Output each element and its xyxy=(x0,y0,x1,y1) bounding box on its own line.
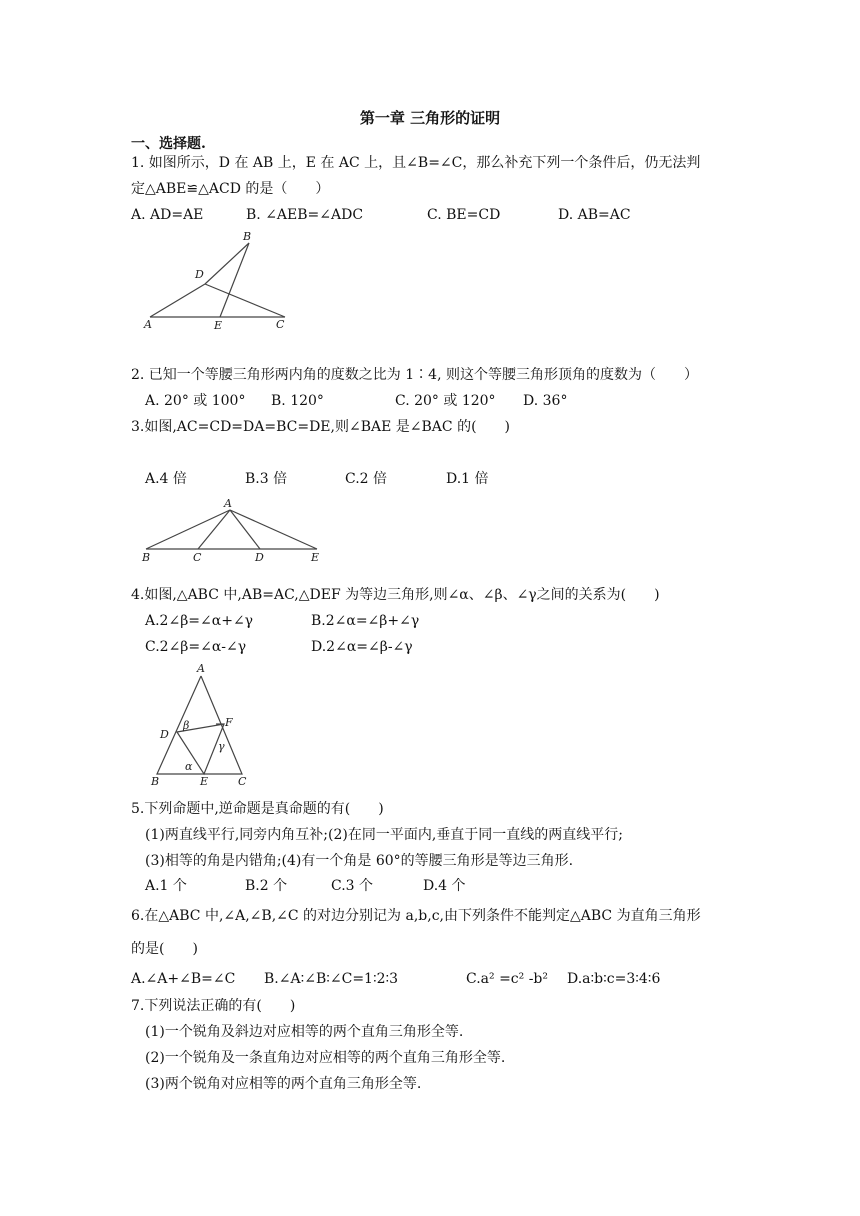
q5-option-d: D.4 个 xyxy=(423,878,466,894)
q3-label-c: C xyxy=(193,551,202,564)
q1-segment-db xyxy=(205,243,249,284)
q4-label-c: C xyxy=(238,775,247,788)
q1-option-d: D. AB=AC xyxy=(558,207,631,223)
q1-option-b: B. ∠AEB=∠ADC xyxy=(246,207,364,223)
q3-option-d: D.1 倍 xyxy=(446,471,489,487)
q4-stem: 4.如图,△ABC 中,AB=AC,△DEF 为等边三角形,则∠α、∠β、∠γ之间的关系为( ) xyxy=(131,587,660,603)
q1-stem-line2: 定△ABE≌△ACD 的是（ ） xyxy=(131,181,330,197)
q3-triangle-figure xyxy=(138,496,328,566)
q1-stem-line1: 1. 如图所示，D 在 AB 上，E 在 AC 上，且∠B=∠C，那么补充下列一个条件后，仍无法判 xyxy=(131,155,701,171)
q4-label-alpha: α xyxy=(185,760,193,773)
q1-label-a: A xyxy=(144,318,152,331)
q5-stem: 5.下列命题中,逆命题是真命题的有( ) xyxy=(131,801,384,817)
q4-label-b: B xyxy=(151,775,160,788)
q1-label-b: B xyxy=(243,230,252,243)
q4-label-f: F xyxy=(225,716,233,729)
q6-option-a: A.∠A+∠B=∠C xyxy=(131,971,236,987)
q3-label-a: A xyxy=(224,497,232,510)
q2-option-d: D. 36° xyxy=(523,393,568,409)
q3-option-b: B.3 倍 xyxy=(245,471,288,487)
q6-option-c: C.a² =c² -b² xyxy=(466,971,549,987)
q4-option-d: D.2∠α=∠β-∠γ xyxy=(311,639,413,655)
q1-triangle-figure xyxy=(140,228,300,332)
q1-label-d: D xyxy=(195,268,204,281)
q4-triangle-figure xyxy=(145,660,255,790)
q3-segment-ad xyxy=(230,510,260,549)
q4-label-d: D xyxy=(160,728,169,741)
q7-item-1: (1)一个锐角及斜边对应相等的两个直角三角形全等. xyxy=(145,1024,464,1040)
q4-label-a: A xyxy=(197,662,205,675)
q1-segment-ad xyxy=(150,284,205,317)
q3-segment-ab xyxy=(146,510,230,549)
q3-label-b: B xyxy=(142,551,151,564)
section-heading: 一、选择题. xyxy=(131,136,206,152)
q3-stem: 3.如图,AC=CD=DA=BC=DE,则∠BAE 是∠BAC 的( ) xyxy=(131,419,510,435)
q3-segment-ac xyxy=(198,510,230,549)
q3-label-d: D xyxy=(255,551,264,564)
q4-label-gamma: γ xyxy=(218,740,225,753)
q7-stem: 7.下列说法正确的有( ) xyxy=(131,998,296,1014)
q5-line2: (3)相等的角是内错角;(4)有一个角是 60°的等腰三角形是等边三角形. xyxy=(145,853,574,869)
q2-option-c: C. 20° 或 120° xyxy=(395,393,496,409)
q1-segment-be xyxy=(220,243,249,317)
q4-option-b: B.2∠α=∠β+∠γ xyxy=(311,613,420,629)
q2-option-b: B. 120° xyxy=(271,393,324,409)
q5-option-b: B.2 个 xyxy=(245,878,288,894)
q6-stem-line1: 6.在△ABC 中,∠A,∠B,∠C 的对边分别记为 a,b,c,由下列条件不能判定△ABC 为直角三角形 xyxy=(131,908,701,924)
q4-label-beta: β xyxy=(183,719,190,732)
chapter-title: 第一章 三角形的证明 xyxy=(359,109,501,127)
q5-option-c: C.3 个 xyxy=(331,878,374,894)
q1-option-c: C. BE=CD xyxy=(427,207,501,223)
q1-segment-dc xyxy=(205,284,285,317)
q7-item-2: (2)一个锐角及一条直角边对应相等的两个直角三角形全等. xyxy=(145,1050,506,1066)
q5-option-a: A.1 个 xyxy=(145,878,187,894)
q4-label-e: E xyxy=(200,775,209,788)
q1-label-e: E xyxy=(214,319,223,332)
q1-label-c: C xyxy=(276,318,285,331)
q3-segment-ae xyxy=(230,510,317,549)
q2-stem: 2. 已知一个等腰三角形两内角的度数之比为 1∶4, 则这个等腰三角形顶角的度数为（ ） xyxy=(131,367,698,383)
q3-label-e: E xyxy=(311,551,320,564)
q1-option-a: A. AD=AE xyxy=(131,207,204,223)
q3-option-c: C.2 倍 xyxy=(345,471,388,487)
q6-stem-line2: 的是( ) xyxy=(131,941,198,957)
q4-option-c: C.2∠β=∠α-∠γ xyxy=(145,639,247,655)
q7-item-3: (3)两个锐角对应相等的两个直角三角形全等. xyxy=(145,1076,422,1092)
q3-option-a: A.4 倍 xyxy=(145,471,187,487)
q6-option-d: D.a∶b∶c=3∶4∶6 xyxy=(567,971,661,987)
q2-option-a: A. 20° 或 100° xyxy=(145,393,246,409)
q5-line1: (1)两直线平行,同旁内角互补;(2)在同一平面内,垂直于同一直线的两直线平行; xyxy=(145,827,623,843)
q6-option-b: B.∠A∶∠B∶∠C=1∶2∶3 xyxy=(264,971,399,987)
q4-option-a: A.2∠β=∠α+∠γ xyxy=(145,613,254,629)
